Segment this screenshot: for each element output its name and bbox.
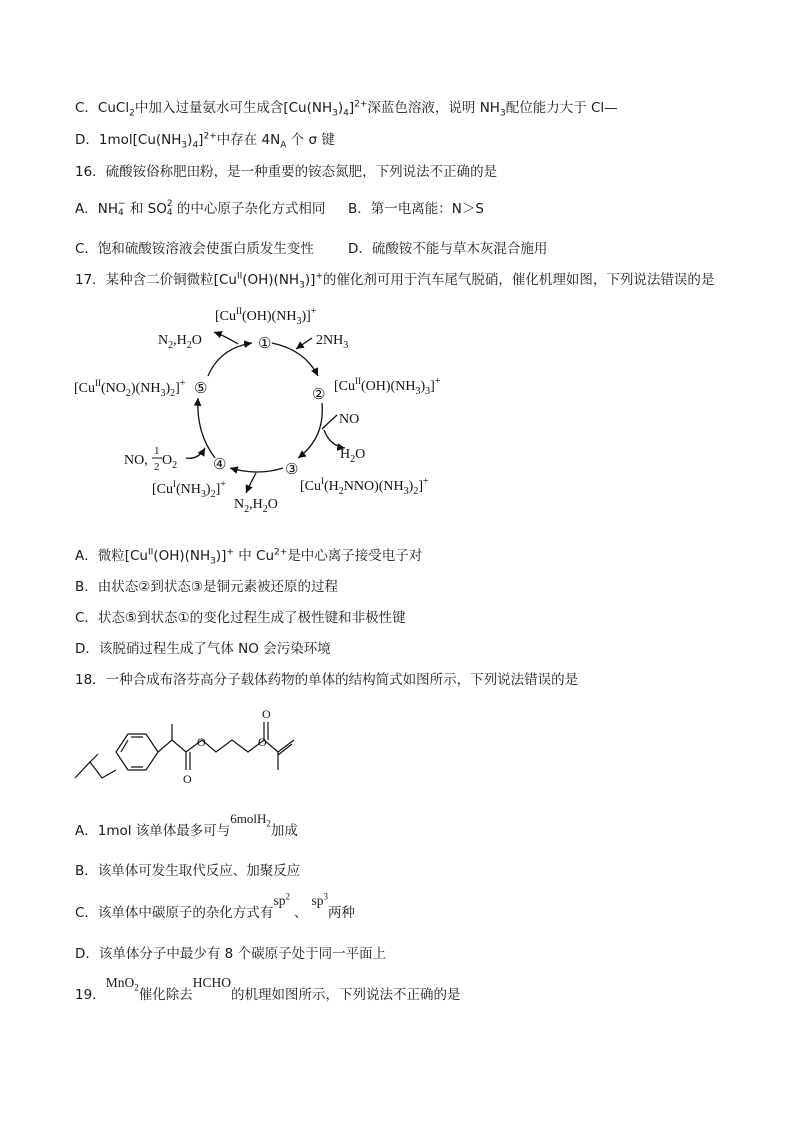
- reactant-no: NO: [339, 412, 360, 427]
- q18-option-b: B．该单体可发生取代反应、加聚反应: [75, 863, 301, 879]
- state-2-number: ②: [312, 387, 326, 403]
- monomer-structure-diagram: [70, 700, 330, 790]
- product-n2-h2o-top: $N_2,H_2O$: [158, 333, 202, 351]
- state-4-number: ④: [213, 457, 227, 473]
- reactant-nh3: $2NH_3$: [316, 333, 349, 351]
- q16-option-c: C．饱和硫酸铵溶液会使蛋白质发生变性: [75, 241, 314, 257]
- arc-5-1: [208, 343, 252, 376]
- arc-4-5: [198, 398, 215, 458]
- species-2-label: $[Cu^{II}(OH)(NH_3)_3]^+$: [334, 376, 441, 397]
- q15-option-c: C．CuCl$_2$中加入过量氨水可生成含$[Cu(NH_3)_4]^{2+}$深蓝色溶液，说明 $NH_3$配位能力大于 Cl—: [75, 99, 618, 119]
- q16-option-d: D．硫酸铵不能与草木灰混合施用: [348, 241, 548, 257]
- q18-option-a: A．1mol 该单体最多可与6molH$_2$加成: [75, 811, 298, 839]
- q17-option-d: D．该脱硝过程生成了气体 NO 会污染环境: [75, 641, 331, 657]
- q18-option-d: D．该单体分子中最少有 8 个碳原子处于同一平面上: [75, 946, 387, 962]
- svg-text:O: O: [197, 735, 206, 749]
- product-n2-h2o-bottom: $N_2,H_2O$: [234, 497, 278, 515]
- state-5-number: ⑤: [194, 381, 208, 397]
- species-4-label: $[Cu^I(NH_3)_2]^+$: [152, 479, 226, 500]
- svg-text:NO,: NO,: [124, 453, 148, 468]
- q16-option-a: A．NH − 4 和 SO 2 4 的中心原子杂化方式相同: [75, 199, 326, 218]
- svg-text:O: O: [258, 735, 267, 749]
- species-3-label: $[Cu^I(H_2NNO)(NH_3)_2]^+$: [300, 476, 429, 497]
- q16-option-b: B．第一电离能：N＞S: [348, 201, 484, 217]
- q17-option-b: B．由状态②到状态③是铜元素被还原的过程: [75, 579, 338, 595]
- svg-text:O2: $O_2$: [162, 453, 178, 471]
- arc-1-2: [272, 343, 318, 376]
- in-arrow-nh3: [296, 338, 312, 349]
- q16-stem: 16．硫酸铵俗称肥田粉，是一种重要的铵态氮肥，下列说法不正确的是: [75, 164, 498, 180]
- arc-2-3: [298, 403, 322, 458]
- q17-stem: 17．某种含二价铜微粒$[Cu^{II}(OH)(NH_3)]^+$的催化剂可用于汽车尾气脱硝，催化机理如图，下列说法错误的是: [75, 271, 715, 291]
- catalytic-cycle-diagram: [0, 298, 800, 528]
- product-h2o: $H_2O$: [340, 447, 366, 465]
- svg-text:O: O: [183, 772, 192, 786]
- q17-option-c: C．状态⑤到状态①的变化过程生成了极性键和非极性键: [75, 610, 406, 626]
- out-arrow-h2o: [324, 430, 345, 448]
- svg-text:2: 2: [154, 461, 160, 473]
- in-arrow-no: [322, 415, 337, 429]
- out-arrow-n2-h2o-top: [214, 332, 238, 344]
- q19-stem: 19．MnO$_2$催化除去HCHO的机理如图所示，下列说法不正确的是: [75, 975, 461, 1003]
- state-3-number: ③: [285, 462, 299, 478]
- out-arrow-n2-h2o-bottom: [246, 473, 256, 493]
- q18-stem: 18．一种合成布洛芬高分子载体药物的单体的结构简式如图所示，下列说法错误的是: [75, 672, 579, 688]
- species-1-label: $[Cu^{II}(OH)(NH_3)]^+$: [215, 306, 317, 327]
- q17-option-a: A．微粒$[Cu^{II}(OH)(NH_3)]^+$ 中 $Cu^{2+}$是中心离子接受电子对: [75, 547, 423, 567]
- arc-3-4: [230, 468, 283, 472]
- q18-option-c: C．该单体中碳原子的杂化方式有$sp^2$、$sp^3$两种: [75, 891, 355, 921]
- q15-option-d: D．$1mol[Cu(NH_3)_4]^{2+}$中存在 $4N_A$ 个 σ 键: [75, 131, 335, 151]
- reactant-no-half-o2: [124, 445, 177, 473]
- species-5-label: $[Cu^{II}(NO_2)(NH_3)_2]^+$: [74, 378, 186, 399]
- state-1-number: ①: [258, 336, 272, 352]
- svg-text:1: 1: [154, 445, 160, 457]
- in-arrow-no-o2: [186, 448, 205, 458]
- svg-text:O: O: [262, 707, 271, 721]
